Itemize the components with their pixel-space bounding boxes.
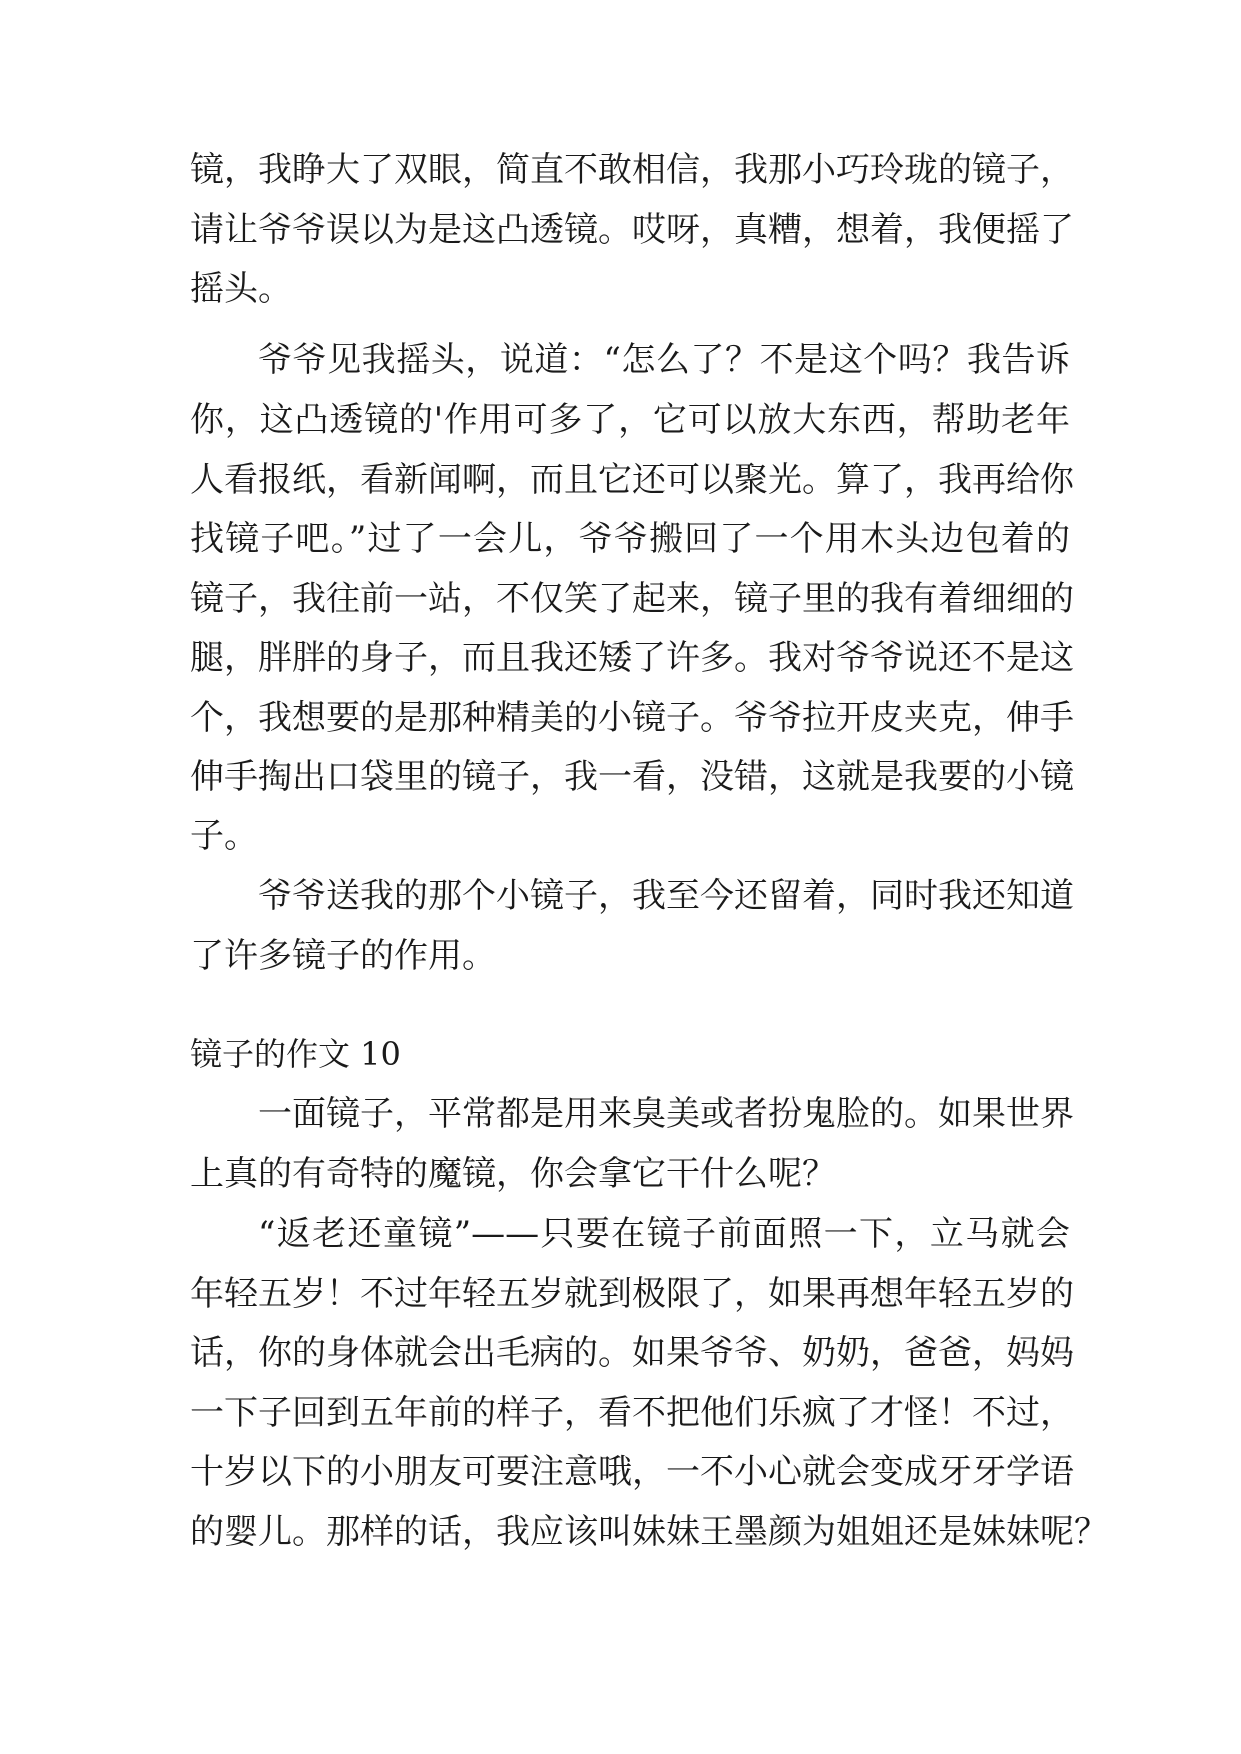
paragraph-first-line: 爷爷送我的那个小镜子，我至今还留着，同时我还知道 xyxy=(258,876,1074,916)
text-line: 镜，我睁大了双眼，简直不敢相信，我那小巧玲珑的镜子， xyxy=(190,150,1074,190)
text-line: 人看报纸，看新闻啊，而且它还可以聚光。算了，我再给你 xyxy=(190,460,1074,500)
text-line: 个，我想要的是那种精美的小镜子。爷爷拉开皮夹克，伸手 xyxy=(190,698,1074,738)
text-line: 了许多镜子的作用。 xyxy=(190,936,496,976)
text-line: 一下子回到五年前的样子，看不把他们乐疯了才怪！不过， xyxy=(190,1393,1074,1433)
text-line: 上真的有奇特的魔镜，你会拿它干什么呢？ xyxy=(190,1154,836,1194)
text-line: 腿，胖胖的身子，而且我还矮了许多。我对爷爷说还不是这 xyxy=(190,638,1074,678)
text-line: 年轻五岁！不过年轻五岁就到极限了，如果再想年轻五岁的 xyxy=(190,1274,1074,1314)
text-line: 你，这凸透镜的'作用可多了，它可以放大东西，帮助老年 xyxy=(190,400,1070,440)
paragraph-first-line: 爷爷见我摇头，说道：“怎么了？不是这个吗？我告诉 xyxy=(258,340,1070,380)
text-line: 请让爷爷误以为是这凸透镜。哎呀，真糟，想着，我便摇了 xyxy=(190,210,1074,250)
section-title: 镜子的作文 10 xyxy=(190,1035,401,1073)
text-line: 摇头。 xyxy=(190,269,292,309)
paragraph-first-line: “返老还童镜”——只要在镜子前面照一下，立马就会 xyxy=(258,1214,1070,1254)
text-line: 伸手掏出口袋里的镜子，我一看，没错，这就是我要的小镜 xyxy=(190,757,1074,797)
text-line: 十岁以下的小朋友可要注意哦，一不小心就会变成牙牙学语 xyxy=(190,1452,1074,1492)
text-line: 的婴儿。那样的话，我应该叫妹妹王墨颜为姐姐还是妹妹呢？ xyxy=(190,1512,1108,1552)
text-line: 子。 xyxy=(190,816,258,856)
paragraph-first-line: 一面镜子，平常都是用来臭美或者扮鬼脸的。如果世界 xyxy=(258,1094,1074,1134)
text-line: 话，你的身体就会出毛病的。如果爷爷、奶奶，爸爸，妈妈 xyxy=(190,1333,1074,1373)
text-line: 找镜子吧。”过了一会儿，爷爷搬回了一个用木头边包着的 xyxy=(190,519,1070,559)
text-line: 镜子，我往前一站，不仅笑了起来，镜子里的我有着细细的 xyxy=(190,579,1074,619)
